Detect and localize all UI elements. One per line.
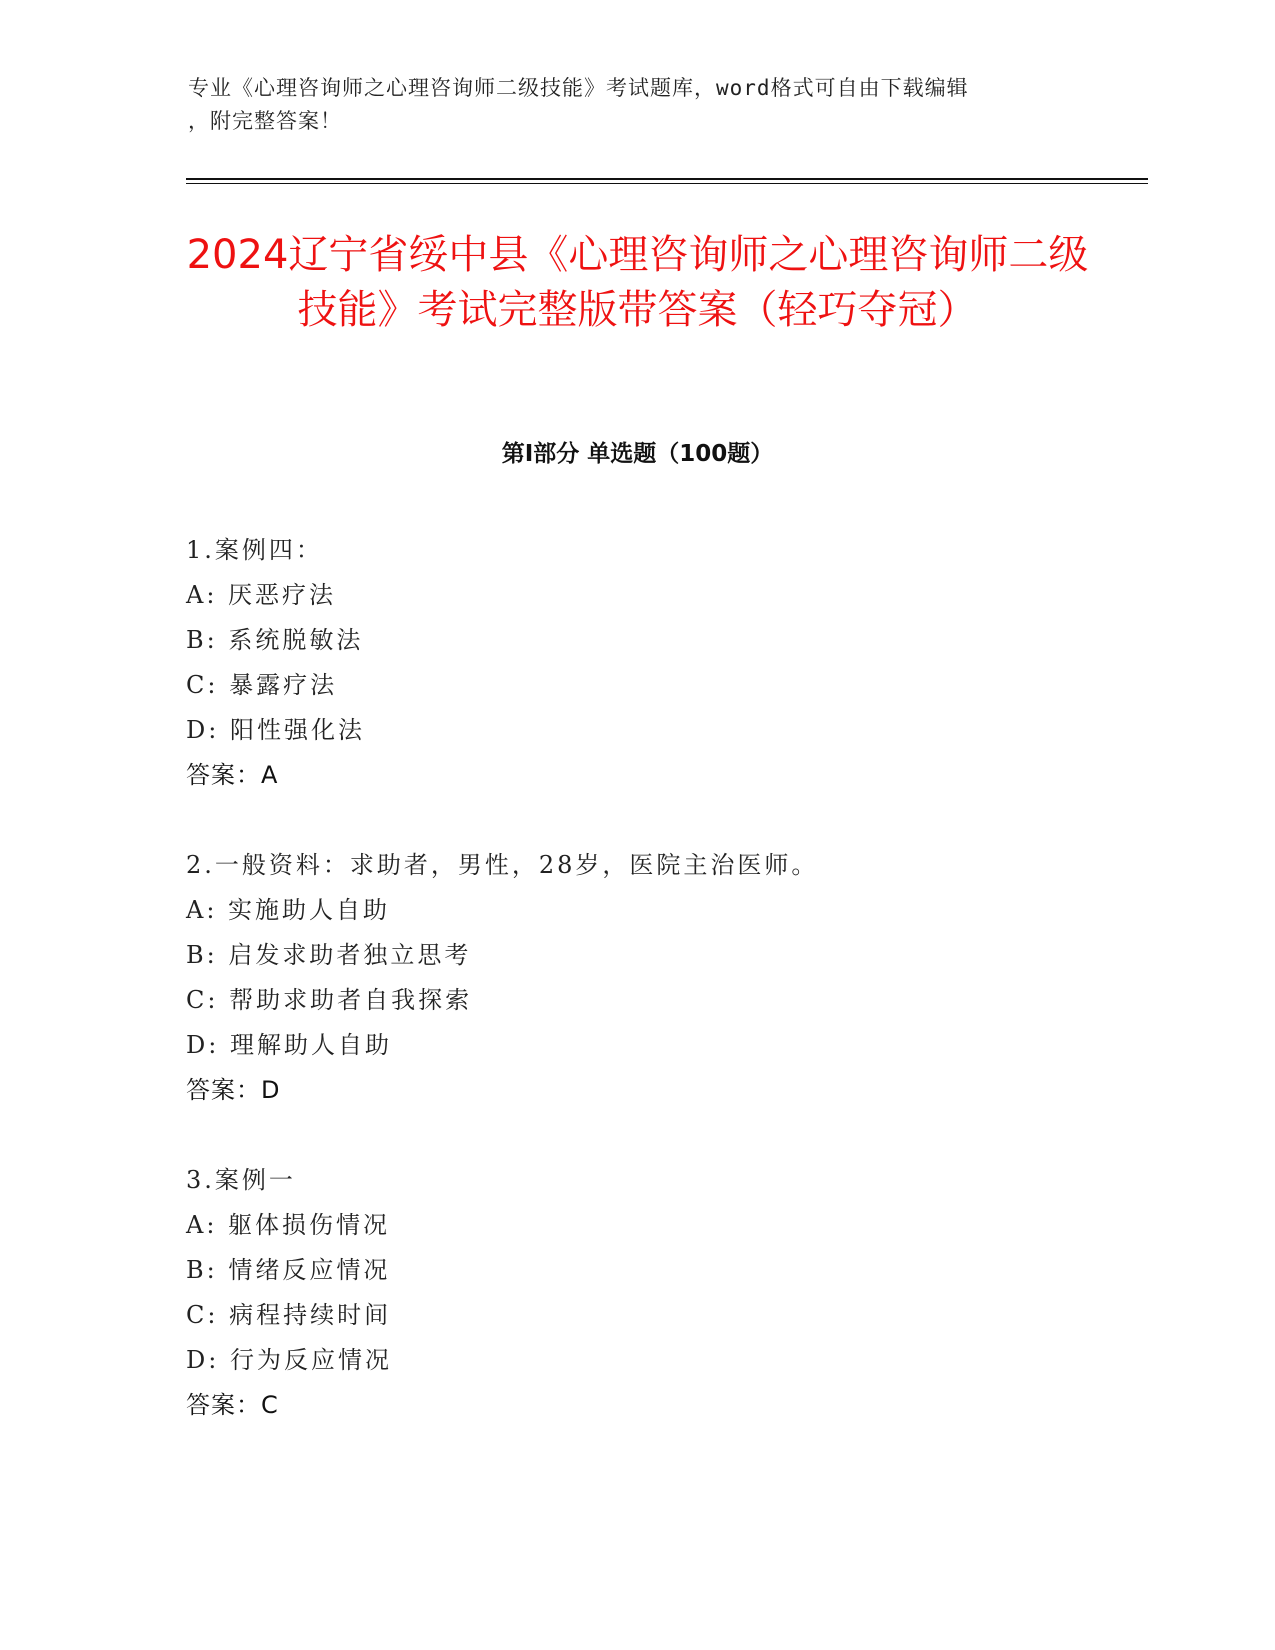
header-note xyxy=(188,72,1078,138)
option-a: A: 躯体损伤情况 xyxy=(186,1211,391,1239)
answer-line: 答案：D xyxy=(186,1076,281,1104)
document-title: 2024辽宁省绥中县《心理咨询师之心理咨询师二级技能》考试完整版带答案（轻巧夺冠） xyxy=(186,232,1089,333)
header-divider-thin xyxy=(186,183,1148,184)
option-d: D: 行为反应情况 xyxy=(186,1346,392,1374)
option-b: B: 情绪反应情况 xyxy=(186,1256,391,1284)
header-note-line-1: 专业《心理咨询师之心理咨询师二级技能》考试题库，word格式可自由下载编辑 xyxy=(188,76,969,100)
option-d: D: 阳性强化法 xyxy=(186,716,365,744)
question-item xyxy=(186,843,1086,1113)
option-a: A: 厌恶疗法 xyxy=(186,581,337,609)
question-item xyxy=(186,528,1086,798)
header-note-line-2: ，附完整答案！ xyxy=(188,109,342,133)
section-title: 第I部分 单选题（100题） xyxy=(501,441,774,467)
question-stem: 3.案例一 xyxy=(186,1166,296,1194)
option-c: C: 暴露疗法 xyxy=(186,671,338,699)
option-c: C: 病程持续时间 xyxy=(186,1301,392,1329)
question-item xyxy=(186,1158,1086,1428)
answer-line: 答案：A xyxy=(186,761,279,789)
option-b: B: 启发求助者独立思考 xyxy=(186,941,472,969)
header-divider-thick xyxy=(186,178,1148,180)
question-stem: 1.案例四： xyxy=(186,536,323,564)
option-b: B: 系统脱敏法 xyxy=(186,626,364,654)
question-list xyxy=(186,528,1086,1473)
option-d: D: 理解助人自助 xyxy=(186,1031,392,1059)
question-stem: 2.一般资料：求助者，男性，28岁，医院主治医师。 xyxy=(186,851,819,879)
answer-line: 答案：C xyxy=(186,1391,279,1419)
option-c: C: 帮助求助者自我探索 xyxy=(186,986,473,1014)
option-a: A: 实施助人自助 xyxy=(186,896,391,924)
